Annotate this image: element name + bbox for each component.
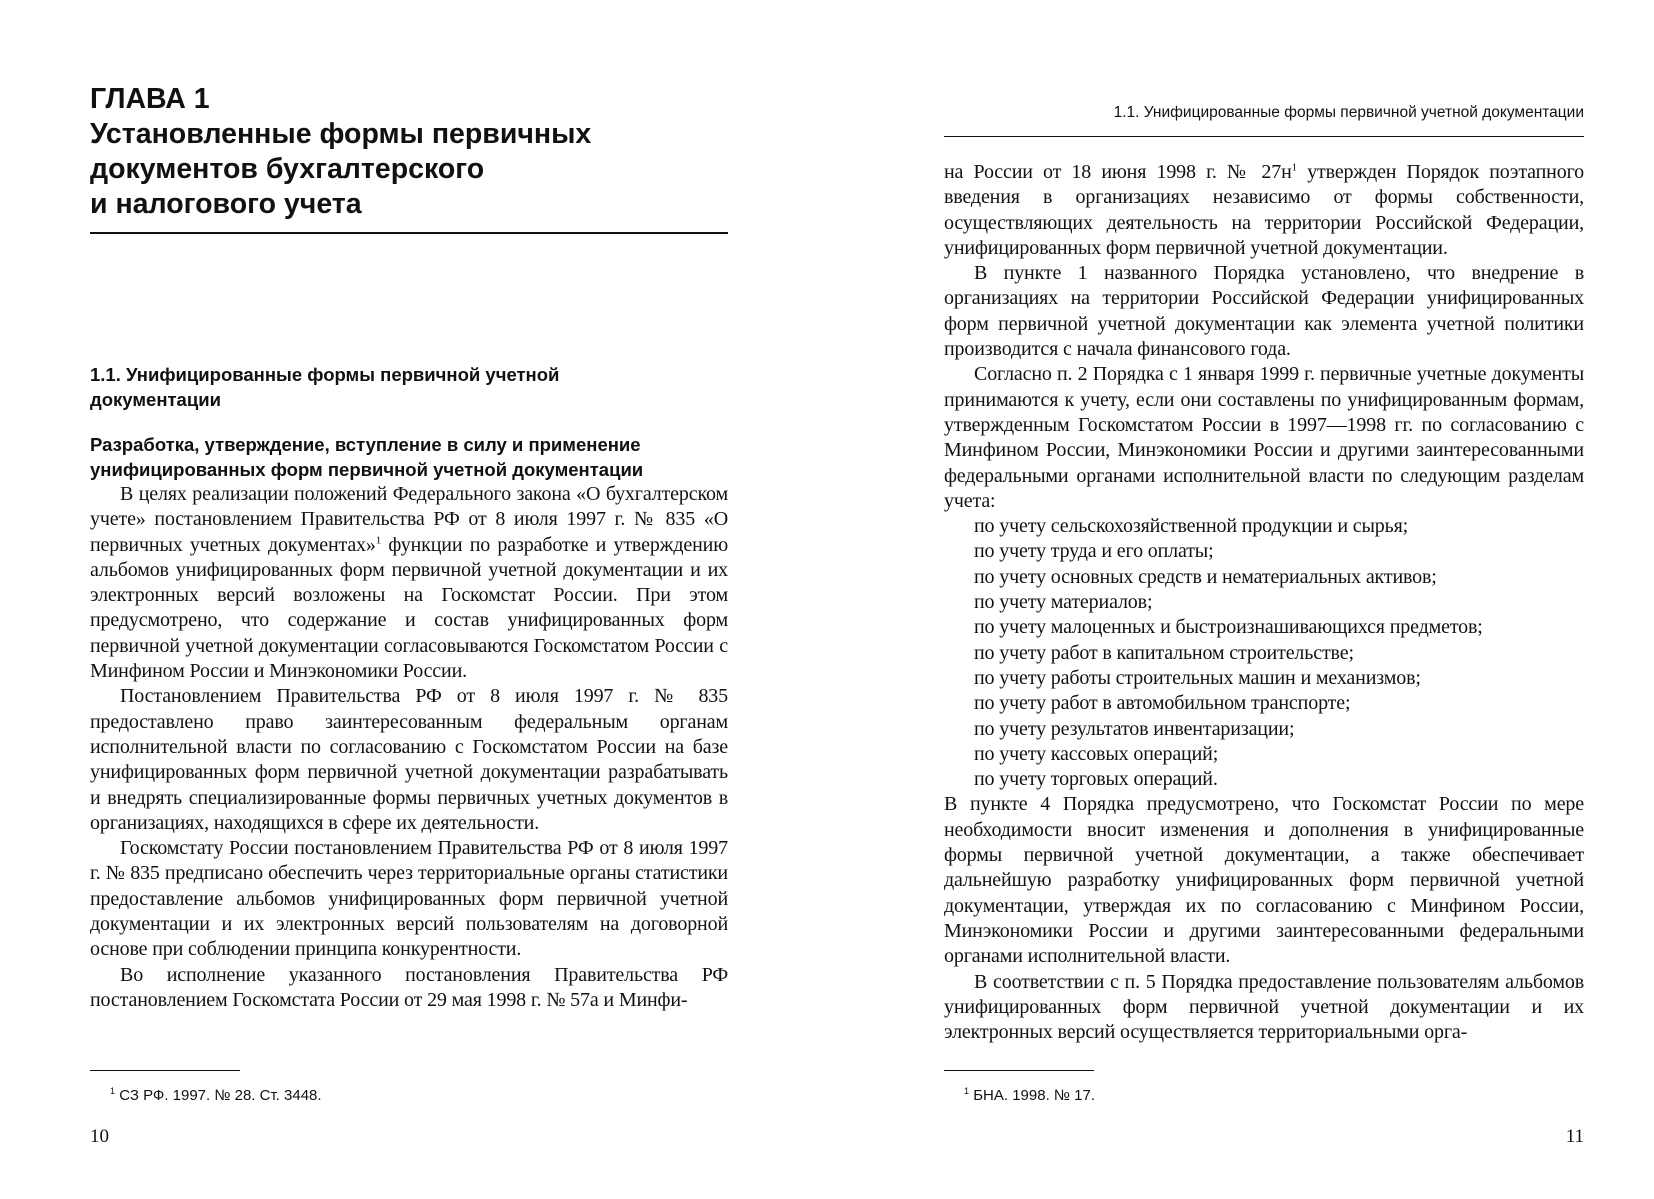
footnote-marker: 1: [964, 1086, 970, 1096]
section-heading: 1.1. Унифицированные формы первичной учетной документации: [90, 364, 560, 410]
paragraph: Согласно п. 2 Порядка с 1 января 1999 г. первичные учетные документы принимаются к учету, если они составлены по унифицированным формам, утвержденным Госкомстатом России в 1997—1998 гг. по согласованию с Минфином России, Минэкономики России и другими заинтересованными федеральными органами исполнительной власти по следующим разделам учета:: [944, 363, 1584, 512]
list-item: по учету работ в автомобильном транспорте;: [974, 692, 1351, 715]
list-item: по учету работы строительных машин и механизмов;: [974, 666, 1421, 689]
list-item: по учету кассовых операций;: [974, 742, 1219, 765]
page-number: 10: [90, 1126, 109, 1147]
footnote-ref: 1: [1291, 161, 1297, 174]
paragraph: Во исполнение указанного постановления Правительства РФ постановлением Госкомстата России от 29 мая 1998 г. № 57а и Минфи-: [90, 963, 728, 1011]
running-head: 1.1. Унифицированные формы первичной учетной документации: [1113, 104, 1584, 121]
right-body-continued: [944, 792, 1584, 1045]
chapter-heading: [90, 82, 728, 222]
list-item: по учету торговых операций.: [974, 768, 1218, 791]
chapter-label: ГЛАВА 1: [90, 83, 210, 115]
paragraph: Госкомстату России постановлением Правительства РФ от 8 июля 1997 г. № 835 предписано обеспечить через территориальные органы статистики предоставление альбомов унифицированных форм первичной учетной документации и их электронных версий пользователям на договорной основе при соблюдении принципа конкурентности.: [90, 837, 728, 961]
list-item: по учету малоценных и быстроизнашивающихся предметов;: [974, 616, 1483, 639]
footnote-marker: 1: [110, 1086, 116, 1096]
footnote: $^1$ СЗ РФ. 1997. № 28. Ст. 3448.: [110, 1086, 322, 1104]
right-page: [944, 0, 1584, 1199]
accounting-sections-list: [944, 514, 1584, 792]
list-item: по учету сельскохозяйственной продукции и сырья;: [974, 515, 1409, 538]
chapter-rule: [90, 232, 728, 234]
subheading: Разработка, утверждение, вступление в силу и применение унифицированных форм первичной учетной документации: [90, 434, 644, 480]
paragraph: Постановлением Правительства РФ от 8 июля 1997 г. № 835 предоставлено право заинтересованным федеральным органам исполнительной власти по согласованию с Госкомстатом России на базе унифицированных форм первичной учетной документации разрабатывать и внедрять специализированные формы первичных учетных документов в организациях, находящихся в сфере их деятельности.: [90, 685, 728, 834]
left-text-block: [90, 362, 728, 1013]
page-number: 11: [1565, 1126, 1584, 1147]
list-item: по учету работ в капитальном строительстве;: [974, 641, 1354, 664]
list-item: по учету труда и его оплаты;: [974, 540, 1214, 563]
footnote-ref: 1: [375, 533, 382, 546]
footnote-rule: [90, 1070, 240, 1071]
list-item: по учету основных средств и нематериальных активов;: [974, 565, 1437, 588]
left-body: [90, 482, 728, 1013]
footnote-rule: [944, 1070, 1094, 1071]
right-body: [944, 160, 1584, 514]
footnote: $^1$ БНА. 1998. № 17.: [964, 1086, 1096, 1104]
paragraph: В соответствии с п. 5 Порядка предоставление пользователям альбомов унифицированных форм первичной учетной документации и их электронных версий осуществляется территориальными орга-: [944, 970, 1584, 1044]
chapter-title: Установленные формы первичных документов бухгалтерского и налогового учета: [90, 118, 592, 220]
list-item: по учету результатов инвентаризации;: [974, 717, 1295, 740]
list-item: по учету материалов;: [974, 591, 1153, 614]
left-page: [90, 0, 728, 1199]
header-rule: [944, 136, 1584, 137]
paragraph: на России от 18 июня 1998 г. № $27н^1$ утвержден Порядок поэтапного введения в организациях независимо от формы собственности, осуществляющих деятельность на территории Российской Федерации, унифицированных форм первичной учетной документации.: [944, 161, 1584, 259]
paragraph: В целях реализации положений Федерального закона «О бухгалтерском учете» постановлением Правительства РФ от 8 июля 1997 г. № 835 «О первичных учетных документах»$^1$ функции по разработке и утверждению альбомов унифицированных форм первичной учетной документации и их электронных версий возложены на Госкомстат России. При этом предусмотрено, что содержание и состав унифицированных форм первичной учетной документации согласовываются Госкомстатом России с Минфином России и Минэкономики России.: [90, 483, 728, 683]
right-text-block: [944, 160, 1584, 1045]
paragraph: В пункте 1 названного Порядка установлено, что внедрение в организациях на территории Российской Федерации унифицированных форм первичной учетной документации как элемента учетной политики производится с начала финансового года.: [944, 262, 1584, 361]
paragraph: В пункте 4 Порядка предусмотрено, что Госкомстат России по мере необходимости вносит изменения и дополнения в унифицированные формы первичной учетной документации, а также обеспечивает дальнейшую разработку унифицированных форм первичной учетной документации, утверждая их по согласованию с Минфином России, Минэкономики России и другими заинтересованными федеральными органами исполнительной власти.: [944, 793, 1584, 968]
